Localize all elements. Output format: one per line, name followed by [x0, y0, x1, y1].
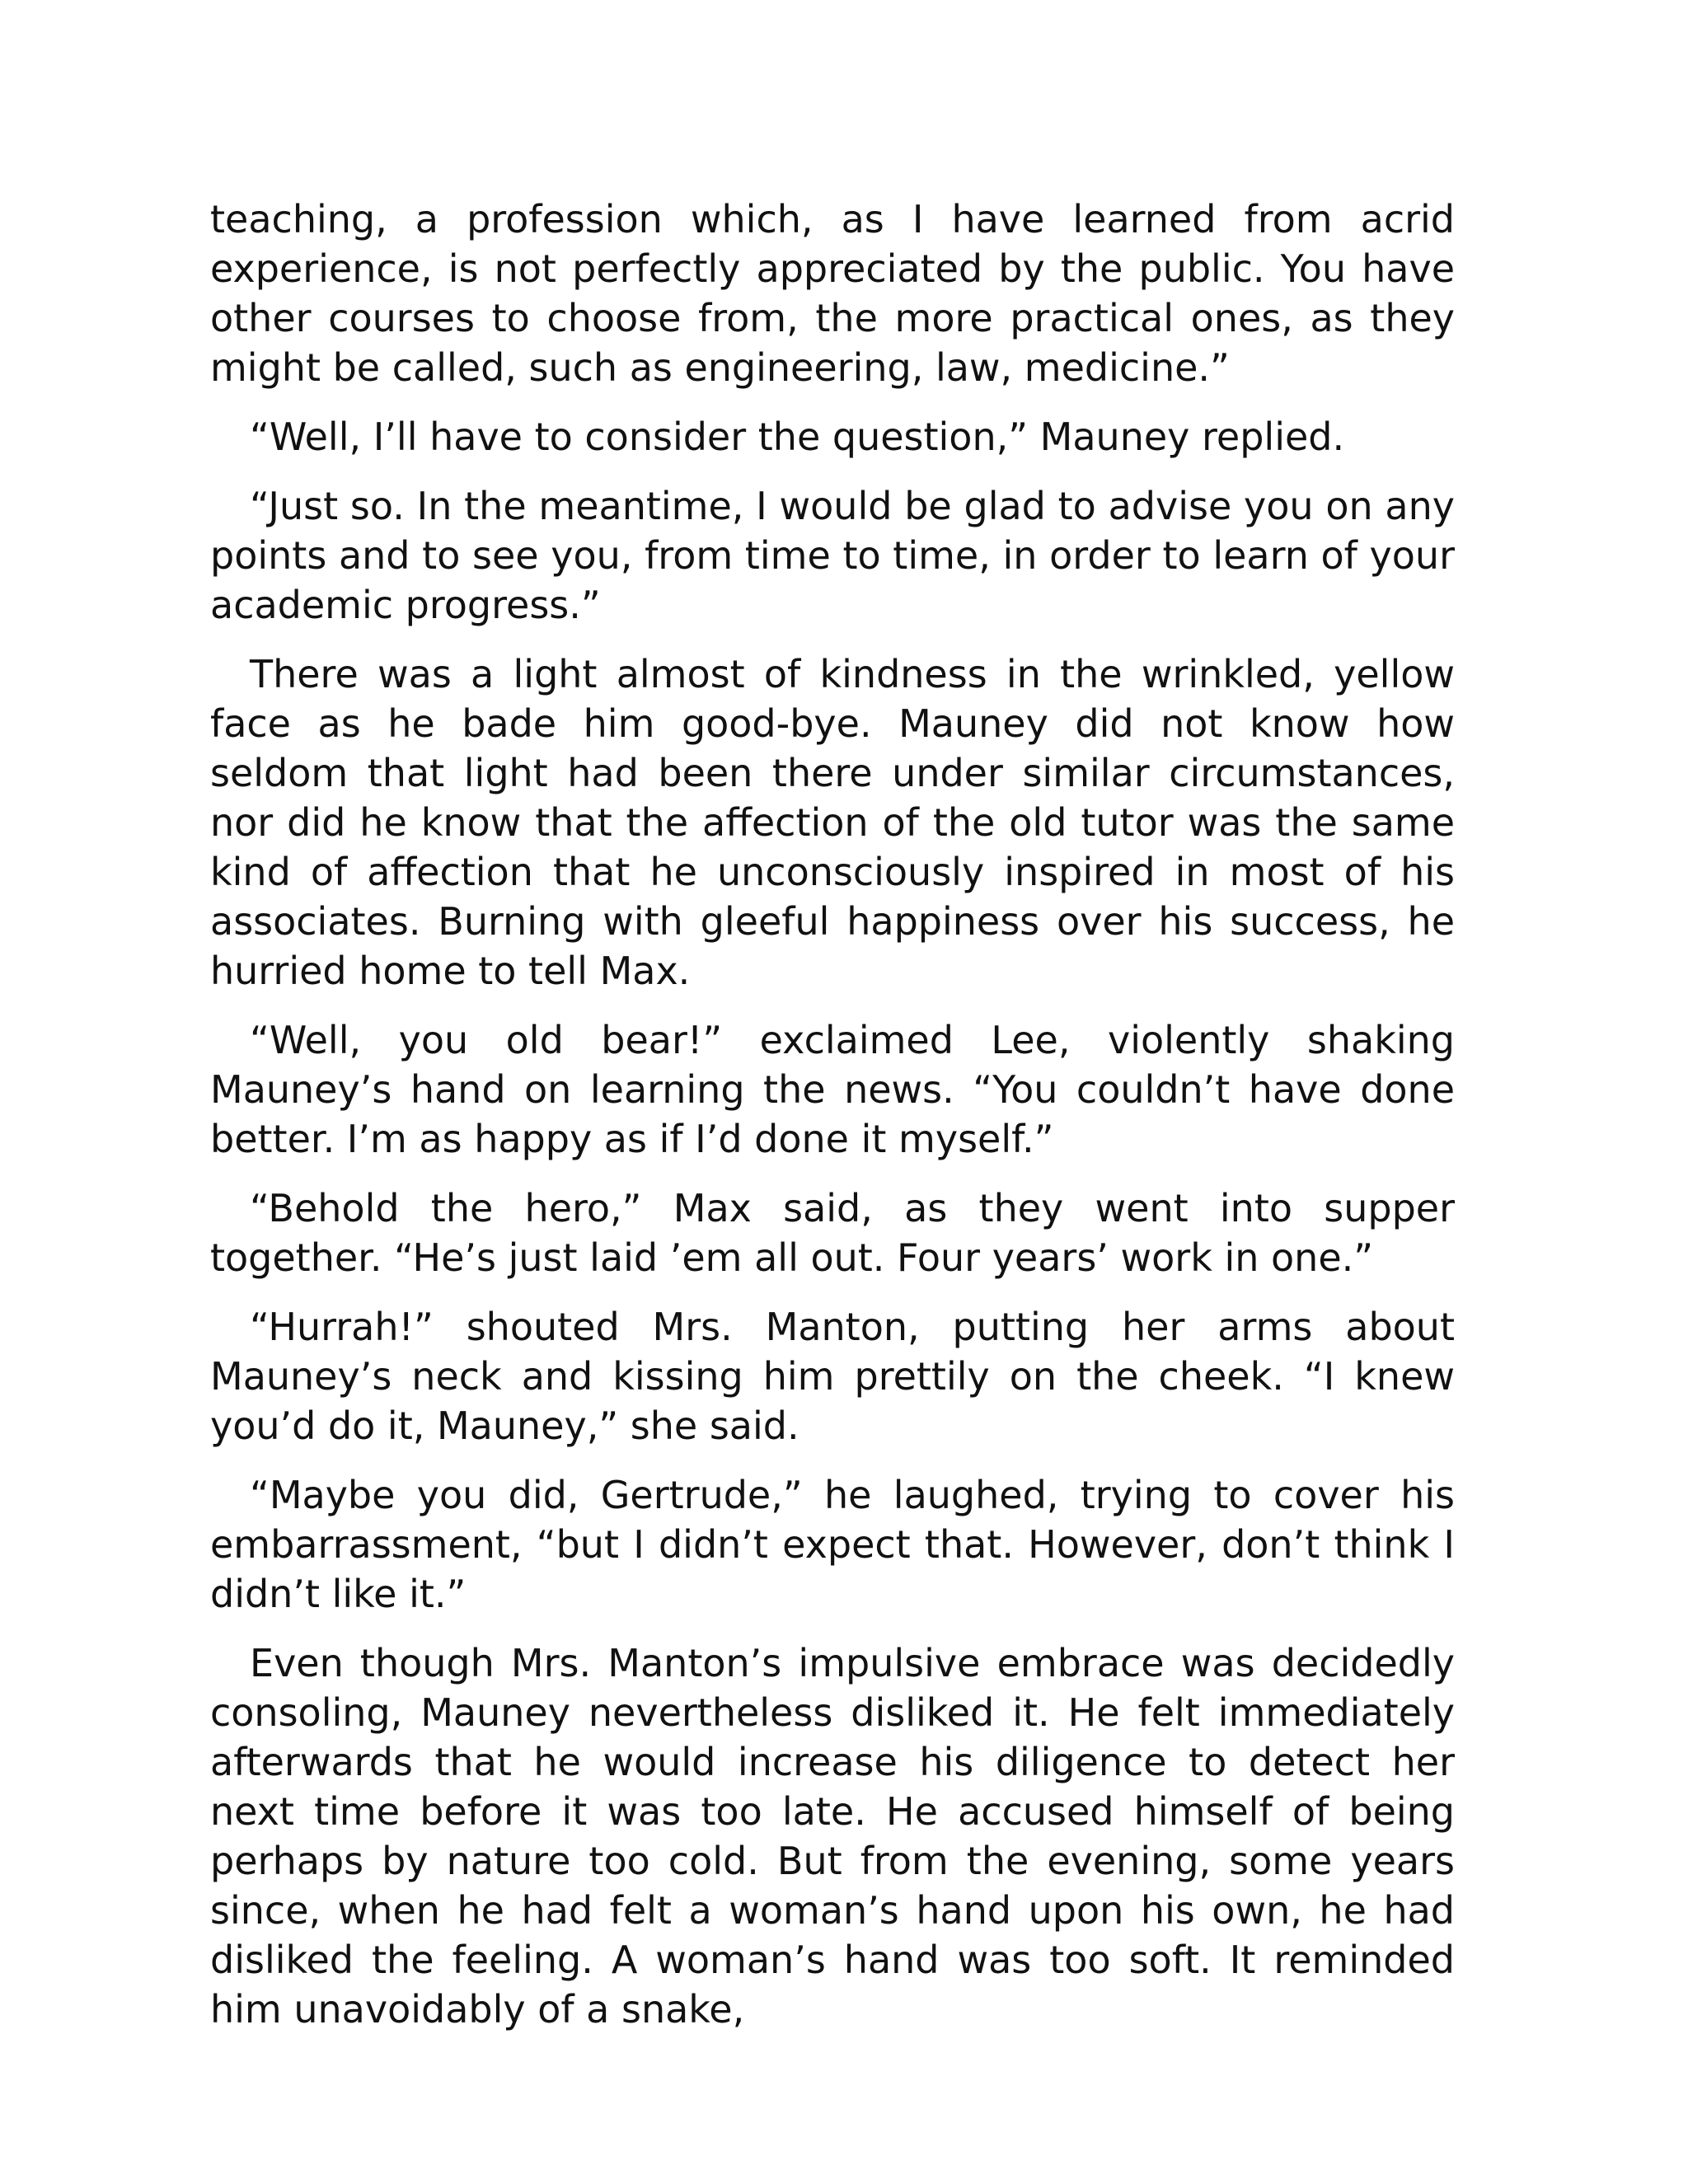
paragraph-8: “Maybe you did, Gertrude,” he laughed, trying to cover his embarrassment, “but I didn’t expect that. However, don’t think I didn’t like it.” — [210, 1473, 1455, 1616]
paragraph-7: “Hurrah!” shouted Mrs. Manton, putting her arms about Mauney’s neck and kissing him prettily on the cheek. “I knew you’d do it, Mauney,” she said. — [210, 1305, 1455, 1448]
paragraph-9: Even though Mrs. Manton’s impulsive embrace was decidedly consoling, Mauney nevertheless disliked it. He felt immediately afterwards that he would increase his diligence to detect her next time before it was too late. He accused himself of being perhaps by nature too cold. But from the evening, some years since, when he had felt a woman’s hand upon his own, he had disliked the feeling. A woman’s hand was too soft. It reminded him unavoidably of a snake, — [210, 1641, 1455, 2032]
paragraph-1: teaching, a profession which, as I have learned from acrid experience, is not perfectly appreciated by the public. You have other courses to choose from, the more practical ones, as they might be called, such as engineering, law, medicine.” — [210, 197, 1455, 390]
paragraph-2: “Well, I’ll have to consider the question,” Mauney replied. — [250, 415, 1345, 459]
paragraph-4: There was a light almost of kindness in the wrinkled, yellow face as he bade him good-bye. Mauney did not know how seldom that light had been there under similar circumstances, nor did he know that the affection of the old tutor was the same kind of affection that he unconsciously inspired in most of his associates. Burning with gleeful happiness over his success, he hurried home to tell Max. — [210, 652, 1455, 993]
paragraph-5: “Well, you old bear!” exclaimed Lee, violently shaking Mauney’s hand on learning the news. “You couldn’t have done better. I’m as happy as if I’d done it myself.” — [210, 1018, 1455, 1161]
page-body — [210, 194, 1455, 2054]
paragraph-6: “Behold the hero,” Max said, as they went into supper together. “He’s just laid ’em all out. Four years’ work in one.” — [210, 1186, 1455, 1280]
paragraph-3: “Just so. In the meantime, I would be glad to advise you on any points and to see you, from time to time, in order to learn of your academic progress.” — [210, 484, 1455, 627]
